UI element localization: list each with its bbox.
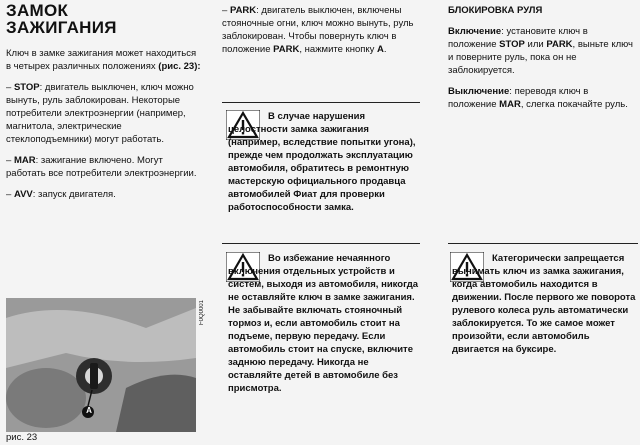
- item-avv: – AVV: запуск двигателя.: [6, 189, 116, 200]
- park-end: .: [383, 44, 387, 55]
- steering-lock-heading: БЛОКИРОВКА РУЛЯ: [448, 5, 543, 16]
- key-mar: MAR: [13, 155, 36, 166]
- lock-on-paragraph: [448, 25, 638, 77]
- warning-divider-3: [448, 243, 638, 244]
- warning-text-3: Категорически запрещается вынимать ключ из замка зажигания, когда автомобиль находится в движении. После первого же поворота рулевого колеса руль автоматически заблокируется. То же самое может произойти, если автомобиль двигается на буксире.: [452, 253, 636, 355]
- park-button-ref: А: [377, 44, 384, 55]
- item-mar: – MAR: зажигание включено. Могут работать все потребители электроэнергии.: [6, 155, 197, 179]
- item-stop: – STOP: двигатель выключен, ключ можно вынуть, руль заблокирован. Некоторые потребители электроэнергии (например, магнитола, электрические стеклоподъемники) могут работать.: [6, 82, 194, 145]
- key-park-2: PARK: [273, 44, 300, 55]
- figure-caption: рис. 23: [6, 432, 38, 443]
- column-3: [448, 4, 638, 119]
- warning-text-1: В случае нарушения целостности замка зажигания (например, вследствие попытки угона), прежде чем продолжать эксплуатацию автомобиля, обратитесь в ремонтную мастерскую официального продавца автомобилей Фиат для проверки работоспособности замка.: [228, 111, 416, 213]
- lock-on-label: Включение: [448, 26, 502, 37]
- lock-or: или: [527, 39, 544, 50]
- lock-off-label: Выключение: [448, 86, 510, 97]
- ignition-photo-drawing: [6, 298, 196, 432]
- key-stop: STOP: [13, 82, 40, 93]
- callout-a: A: [86, 406, 92, 415]
- item-park: – PARK: двигатель выключен, включены стояночные огни, ключ можно вынуть, руль заблокирован. Чтобы повернуть ключ в положение PARK, нажмите кнопку А.: [222, 5, 414, 55]
- item-mar-text: : зажигание включено. Могут работать все потребители электроэнергии.: [6, 155, 197, 179]
- item-avv-text: : запуск двигателя.: [32, 189, 116, 200]
- item-stop-text: : двигатель выключен, ключ можно вынуть, руль заблокирован. Некоторые потребители электроэнергии (например, магнитола, электрические стеклоподъемники) могут работать.: [6, 82, 194, 145]
- lock-key-stop: STOP: [499, 39, 525, 50]
- lock-key-mar: MAR: [499, 99, 521, 110]
- lock-off-paragraph: [448, 85, 638, 111]
- title-line-1: ЗАМОК: [6, 1, 69, 20]
- column-2: [222, 4, 420, 64]
- intro-paragraph: [6, 47, 203, 73]
- warning-divider-2: [222, 243, 420, 244]
- key-avv: AVV: [13, 189, 33, 200]
- page-title: [6, 2, 206, 36]
- intro-text: Ключ в замке зажигания может находиться в четырех различных положениях: [6, 48, 197, 72]
- figure-code: F0Q0001: [199, 300, 205, 326]
- warning-text-2: Во избежание нечаянного включения отдельных устройств и систем, выходя из автомобиля, никогда не оставляйте ключ в замке зажигания. Не забывайте включать стояночный тормоз и, если автомобиль стоит на подъеме, первую передачу. Если автомобиль стоит на спуске, включите заднюю передачу. Никогда не оставляйте детей в автомобиле без присмотра.: [228, 253, 419, 394]
- lock-key-park: PARK: [546, 39, 573, 50]
- key-park: PARK: [229, 5, 257, 16]
- ignition-photo: [6, 298, 196, 432]
- intro-ref: (рис. 23):: [158, 61, 201, 72]
- park-text-2: , нажмите кнопку: [299, 44, 375, 55]
- lock-off-text-b: , слегка покачайте руль.: [520, 99, 628, 110]
- lock-on-text-b: , выньте ключ и поверните руль, пока он не заблокируется.: [448, 39, 633, 76]
- lock-on-text-a: : установите ключ в положение: [448, 26, 588, 50]
- park-text: : двигатель выключен, включены стояночные огни, ключ можно вынуть, руль заблокирован. Чтобы повернуть ключ в положение: [222, 5, 414, 55]
- title-line-2: ЗАЖИГАНИЯ: [6, 18, 117, 37]
- warning-divider-1: [222, 102, 420, 103]
- lock-off-text-a: : переводя ключ в положение: [448, 86, 589, 110]
- column-1: [6, 47, 203, 209]
